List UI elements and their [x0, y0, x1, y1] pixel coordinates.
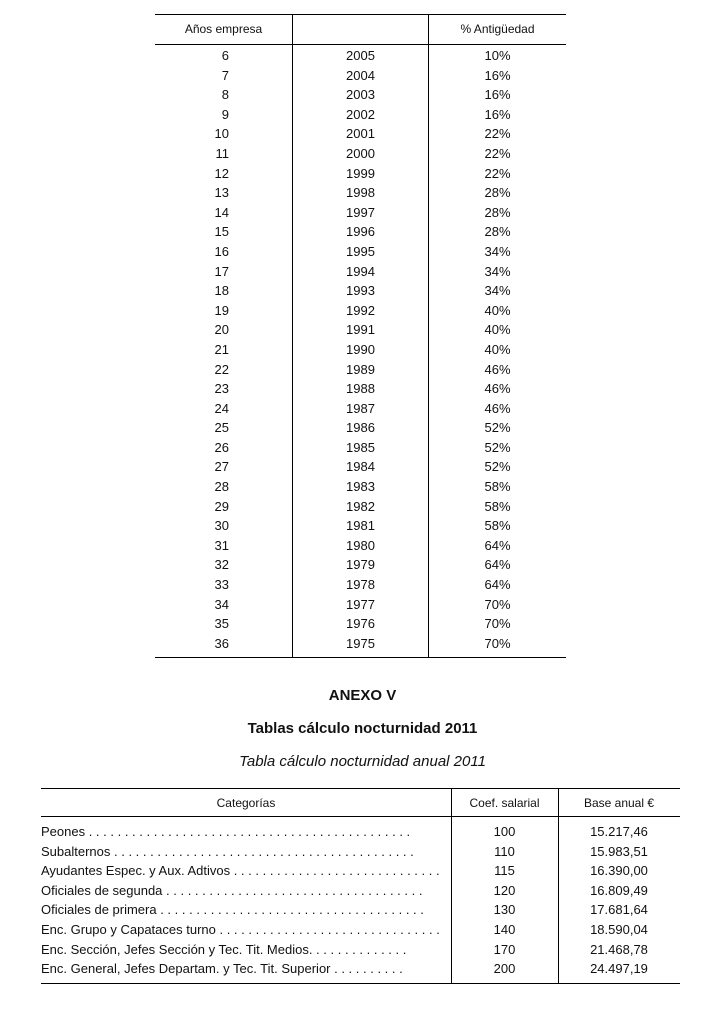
year-cell: 1978	[346, 577, 375, 593]
years-cell: 30	[214, 518, 229, 534]
years-cell: 14	[214, 204, 229, 220]
table-row	[155, 516, 566, 536]
table-row	[41, 842, 680, 862]
category-cell: Enc. General, Jefes Departam. y Tec. Tit. Superior . . . . . . . . . .	[41, 961, 403, 977]
night-shift-table	[41, 788, 680, 984]
table-row	[155, 262, 566, 282]
year-cell: 1984	[346, 459, 375, 475]
year-cell: 1987	[346, 400, 375, 416]
table-row	[155, 418, 566, 438]
base-cell: 24.497,19	[590, 961, 648, 977]
table-row	[155, 379, 566, 399]
year-cell: 1995	[346, 243, 375, 259]
table-row	[41, 822, 680, 842]
year-cell: 1994	[346, 263, 375, 279]
category-cell: Oficiales de primera . . . . . . . . . . . . . . . . . . . . . . . . . . . . . . . . . . . . .	[41, 902, 424, 918]
year-cell: 2002	[346, 106, 375, 122]
percent-cell: 52%	[484, 459, 511, 475]
percent-cell: 70%	[484, 596, 511, 612]
years-cell: 25	[214, 420, 229, 436]
category-cell: Enc. Grupo y Capataces turno . . . . . . . . . . . . . . . . . . . . . . . . . . . . . . .	[41, 921, 440, 937]
years-cell: 32	[214, 557, 229, 573]
year-cell: 1980	[346, 537, 375, 553]
year-cell: 1983	[346, 479, 375, 495]
year-cell: 1992	[346, 302, 375, 318]
year-cell: 1986	[346, 420, 375, 436]
table-row	[41, 940, 680, 960]
header-percent: % Antigüedad	[460, 22, 535, 36]
years-cell: 20	[214, 322, 229, 338]
year-cell: 2004	[346, 67, 375, 83]
table-row	[155, 360, 566, 380]
table-row	[155, 575, 566, 595]
percent-cell: 28%	[484, 224, 511, 240]
table-row	[155, 105, 566, 125]
year-cell: 1975	[346, 635, 375, 651]
years-cell: 21	[214, 341, 229, 357]
table-row	[155, 222, 566, 242]
years-cell: 35	[214, 616, 229, 632]
coef-cell: 170	[493, 941, 516, 957]
percent-cell: 16%	[484, 87, 511, 103]
coef-cell: 120	[493, 882, 516, 898]
table-row	[155, 46, 566, 66]
years-cell: 33	[214, 577, 229, 593]
year-cell: 1988	[346, 381, 375, 397]
years-cell: 15	[214, 224, 229, 240]
table-row	[155, 340, 566, 360]
year-cell: 2001	[346, 126, 375, 142]
column-divider	[451, 789, 452, 816]
year-cell: 1990	[346, 341, 375, 357]
table-row	[155, 242, 566, 262]
percent-cell: 64%	[484, 537, 511, 553]
year-cell: 1976	[346, 616, 375, 632]
header-years: Años empresa	[184, 22, 263, 36]
table-row	[155, 183, 566, 203]
percent-cell: 34%	[484, 283, 511, 299]
base-cell: 16.809,49	[590, 882, 648, 898]
year-cell: 1996	[346, 224, 375, 240]
table-row	[155, 477, 566, 497]
base-cell: 21.468,78	[590, 941, 648, 957]
seniority-table-header	[155, 14, 566, 45]
table-row	[155, 497, 566, 517]
seniority-table	[155, 14, 566, 658]
year-cell: 2000	[346, 145, 375, 161]
percent-cell: 46%	[484, 400, 511, 416]
percent-cell: 22%	[484, 126, 511, 142]
year-cell: 1997	[346, 204, 375, 220]
coef-cell: 200	[493, 961, 516, 977]
percent-cell: 10%	[484, 48, 511, 63]
years-cell: 7	[221, 67, 229, 83]
percent-cell: 16%	[484, 67, 511, 83]
year-cell: 2003	[346, 87, 375, 103]
percent-cell: 64%	[484, 557, 511, 573]
table-row	[155, 203, 566, 223]
percent-cell: 52%	[484, 439, 511, 455]
percent-cell: 40%	[484, 322, 511, 338]
base-cell: 16.390,00	[590, 863, 648, 879]
category-cell: Ayudantes Espec. y Aux. Adtivos . . . . . . . . . . . . . . . . . . . . . . . . . . . . .	[41, 863, 440, 879]
table-row	[155, 85, 566, 105]
years-cell: 10	[214, 126, 229, 142]
table-row	[155, 614, 566, 634]
base-cell: 15.983,51	[590, 843, 648, 859]
years-cell: 26	[214, 439, 229, 455]
percent-cell: 46%	[484, 361, 511, 377]
table-row	[155, 536, 566, 556]
years-cell: 18	[214, 283, 229, 299]
percent-cell: 46%	[484, 381, 511, 397]
table-row	[41, 920, 680, 940]
year-cell: 1979	[346, 557, 375, 573]
base-cell: 15.217,46	[590, 824, 648, 839]
coef-cell: 130	[493, 902, 516, 918]
coef-cell: 100	[493, 824, 516, 839]
column-divider	[558, 789, 559, 816]
table-row	[155, 164, 566, 184]
percent-cell: 58%	[484, 518, 511, 534]
percent-cell: 40%	[484, 341, 511, 357]
percent-cell: 28%	[484, 185, 511, 201]
years-cell: 17	[214, 263, 229, 279]
year-cell: 1985	[346, 439, 375, 455]
table-row	[41, 900, 680, 920]
column-divider	[292, 15, 293, 44]
year-cell: 1981	[346, 518, 375, 534]
years-cell: 23	[214, 381, 229, 397]
coef-cell: 140	[493, 921, 516, 937]
category-cell: Subalternos . . . . . . . . . . . . . . . . . . . . . . . . . . . . . . . . . . . . . . . . . .	[41, 843, 414, 859]
percent-cell: 58%	[484, 479, 511, 495]
years-cell: 12	[214, 165, 229, 181]
years-cell: 19	[214, 302, 229, 318]
coef-cell: 110	[494, 843, 515, 859]
percent-cell: 28%	[484, 204, 511, 220]
table-row	[155, 144, 566, 164]
percent-cell: 16%	[484, 106, 511, 122]
percent-cell: 70%	[484, 635, 511, 651]
table-row	[155, 555, 566, 575]
table-row	[155, 399, 566, 419]
year-cell: 1982	[346, 498, 375, 514]
category-cell: Enc. Sección, Jefes Sección y Tec. Tit. Medios. . . . . . . . . . . . . .	[41, 941, 407, 957]
header-base: Base anual €	[583, 796, 655, 810]
years-cell: 6	[221, 48, 229, 63]
seniority-table-body	[155, 45, 566, 658]
year-cell: 1999	[346, 165, 375, 181]
years-cell: 28	[214, 479, 229, 495]
years-cell: 11	[215, 145, 229, 161]
years-cell: 8	[221, 87, 229, 103]
night-shift-table-body	[41, 817, 680, 984]
percent-cell: 22%	[484, 145, 511, 161]
base-cell: 17.681,64	[590, 902, 648, 918]
table-row	[155, 301, 566, 321]
table-caption: Tabla cálculo nocturnidad anual 2011	[239, 753, 486, 770]
years-cell: 13	[214, 185, 229, 201]
table-row	[155, 124, 566, 144]
table-row	[41, 881, 680, 901]
table-row	[155, 438, 566, 458]
table-row	[41, 959, 680, 979]
category-cell: Peones . . . . . . . . . . . . . . . . . . . . . . . . . . . . . . . . . . . . . . . . . . . . .	[41, 824, 411, 839]
percent-cell: 52%	[484, 420, 511, 436]
years-cell: 29	[214, 498, 229, 514]
column-divider	[428, 15, 429, 44]
percent-cell: 22%	[484, 165, 511, 181]
header-coef: Coef. salarial	[469, 796, 540, 810]
header-categories: Categorías	[216, 796, 276, 810]
percent-cell: 64%	[484, 577, 511, 593]
percent-cell: 70%	[484, 616, 511, 632]
table-row	[155, 457, 566, 477]
table-row	[41, 861, 680, 881]
table-row	[155, 634, 566, 654]
category-cell: Oficiales de segunda . . . . . . . . . . . . . . . . . . . . . . . . . . . . . . . . . . . .	[41, 882, 423, 898]
year-cell: 1991	[346, 322, 375, 338]
coef-cell: 115	[494, 863, 515, 879]
annex-title: ANEXO V	[328, 687, 397, 704]
years-cell: 24	[214, 400, 229, 416]
base-cell: 18.590,04	[590, 921, 648, 937]
night-shift-table-header	[41, 788, 680, 817]
years-cell: 9	[221, 106, 229, 122]
percent-cell: 40%	[484, 302, 511, 318]
table-row	[155, 281, 566, 301]
years-cell: 27	[214, 459, 229, 475]
year-cell: 1977	[346, 596, 375, 612]
year-cell: 1989	[346, 361, 375, 377]
year-cell: 1993	[346, 283, 375, 299]
years-cell: 16	[214, 243, 229, 259]
percent-cell: 34%	[484, 243, 511, 259]
years-cell: 22	[214, 361, 229, 377]
year-cell: 1998	[346, 185, 375, 201]
table-row	[155, 320, 566, 340]
percent-cell: 34%	[484, 263, 511, 279]
table-row	[155, 66, 566, 86]
section-title: Tablas cálculo nocturnidad 2011	[247, 720, 478, 737]
table-row	[155, 595, 566, 615]
year-cell: 2005	[346, 48, 375, 63]
percent-cell: 58%	[484, 498, 511, 514]
years-cell: 36	[214, 635, 229, 651]
years-cell: 31	[214, 537, 229, 553]
years-cell: 34	[214, 596, 229, 612]
